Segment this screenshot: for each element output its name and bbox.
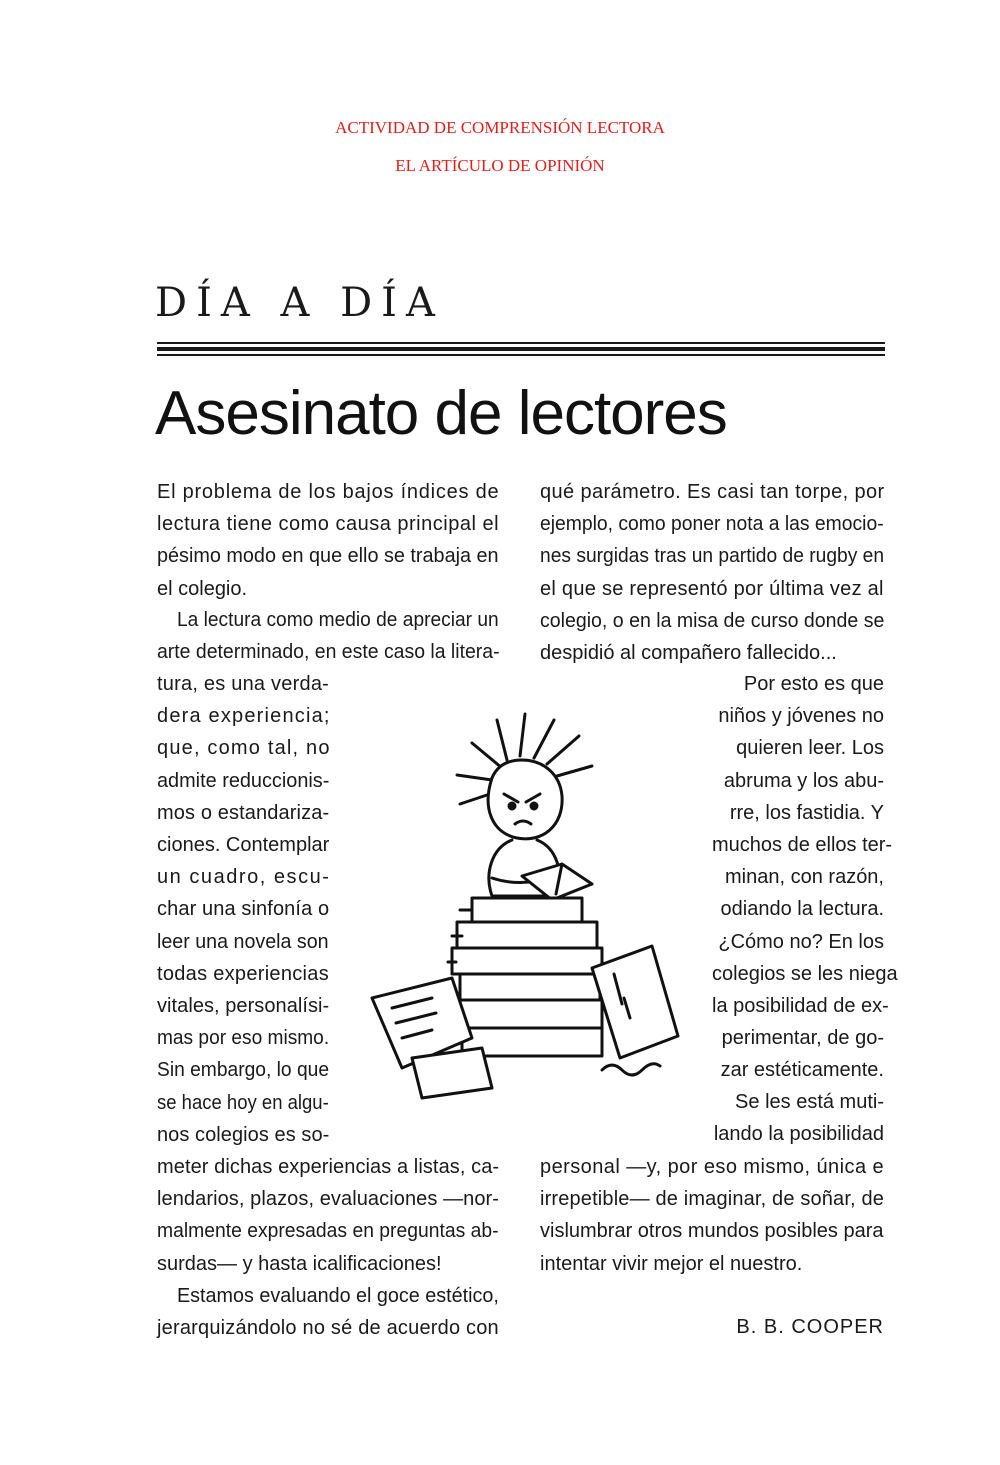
article-line: muchos de ellos ter- [712,834,893,856]
article-line: vislumbrar otros mundos posibles para [540,1220,884,1243]
article-line: Se les está muti- [735,1091,884,1113]
article-line: rre, los fastidia. Y [729,801,884,824]
article-line: pésimo modo en que ello se trabaja en [157,545,499,568]
article-line: minan, con razón, [725,866,884,889]
article-line: malmente expresadas en preguntas ab- [157,1220,499,1243]
cartoon-boy-on-books-icon [352,698,712,1108]
article-line: niños y jóvenes no [718,705,884,728]
article-line: El problema de los bajos índices de [157,481,500,503]
article-line: Estamos evaluando el goce estético, [177,1285,499,1307]
article-line: admite reduccionis- [157,769,330,792]
article-line: zar estéticamente. [720,1059,884,1082]
article-line: que, como tal, no [157,737,331,760]
article-line: colegios se les niega [712,962,898,985]
article-line: perimentar, de go- [721,1027,884,1050]
article-line: meter dichas experiencias a listas, ca- [157,1156,500,1178]
article-line: ejemplo, como poner nota a las emocio- [540,513,884,536]
activity-subtitle: EL ARTÍCULO DE OPINIÓN [395,156,605,175]
article-line: despidió al compañero fallecido... [540,642,837,664]
article-line: mas por eso mismo. [157,1027,330,1050]
article-line: arte determinado, en este caso la litera- [157,641,500,663]
article-line: personal —y, por eso mismo, única e [540,1156,885,1178]
article-line: lando la posibilidad [713,1123,884,1145]
article-line: odiando la lectura. [720,898,884,921]
article-line: vitales, personalísi- [157,995,330,1017]
article-line: lectura tiene como causa principal el [157,513,500,536]
article-line: intentar vivir mejor el nuestro. [540,1252,803,1275]
article-line: se hace hoy en algu- [157,1091,329,1114]
section-rule-thin-1 [157,342,885,344]
article-line: dera experiencia; [157,705,331,728]
section-rule-thin-2 [157,354,885,356]
article-line: quieren leer. Los [736,737,884,760]
article-line: irrepetible— de imaginar, de soñar, de [540,1188,885,1211]
article-line: tura, es una verda- [157,673,330,695]
article-line: todas experiencias [157,962,329,985]
article-line: Por esto es que [743,673,884,695]
article-line: abruma y los abu- [723,769,884,792]
article-line: surdas— y hasta icalificaciones! [157,1252,442,1275]
article-line: lendarios, plazos, evaluaciones —nor- [157,1188,500,1211]
article-line: La lectura como medio de apreciar un [177,609,499,631]
section-heading: DÍA A DÍA [155,280,444,326]
section-rule-thick [157,347,885,351]
article-line: ¿Cómo no? En los [718,930,884,953]
article-line: qué parámetro. Es casi tan torpe, por [540,481,885,503]
article-line: leer una novela son [157,930,329,953]
article-line: el colegio. [157,577,248,600]
article-line: la posibilidad de ex- [712,995,889,1017]
article-line: colegio, o en la misa de curso donde se [540,609,885,632]
article-line: ciones. Contemplar [157,834,330,856]
article-line: jerarquizándolo no sé de acuerdo con [157,1317,499,1339]
article-author: B. B. COOPER [736,1316,884,1338]
article-line: mos o estandariza- [157,801,330,824]
article-line: el que se representó por última vez al [540,577,884,600]
article-line: un cuadro, escu- [157,866,331,889]
article-line: nos colegios es so- [157,1123,330,1146]
article-line: nes surgidas tras un partido de rugby en [540,545,885,568]
article-line: Sin embargo, lo que [157,1059,330,1082]
article-title: Asesinato de lectores [155,379,727,448]
activity-title: ACTIVIDAD DE COMPRENSIÓN LECTORA [335,118,665,137]
article-line: char una sinfonía o [157,898,330,921]
